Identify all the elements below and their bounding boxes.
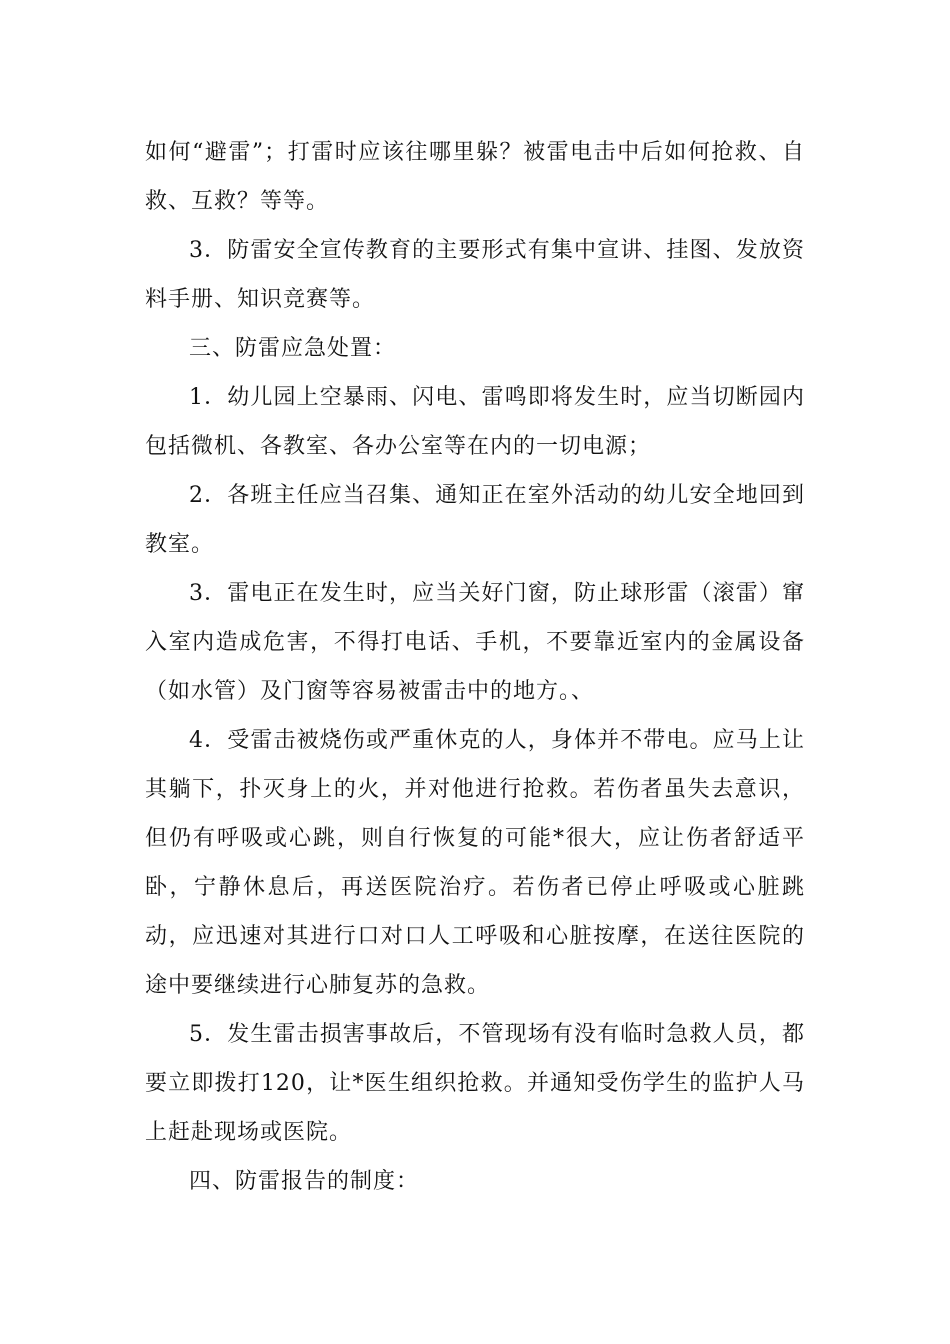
paragraph-item-3-close-windows: 3．雷电正在发生时，应当关好门窗，防止球形雷（滚雷）窜入室内造成危害，不得打电话、手机，不要靠近室内的金属设备（如水管）及门窗等容易被雷击中的地方。、 (145, 581, 805, 704)
paragraph-item-4-first-aid: 4．受雷击被烧伤或严重休克的人，身体并不带电。应马上让其躺下，扑灭身上的火，并对他进行抢救。若伤者虽失去意识，但仍有呼吸或心跳，则自行恢复的可能*很大，应让伤者舒适平卧，宁静休息后，再送医院治疗。若伤者已停止呼吸或心脏跳动，应迅速对其进行口对口人工呼吸和心脏按摩，在送往医院的途中要继续进行心肺复苏的急救。 (145, 728, 805, 998)
paragraph-item-5-call-120: 5．发生雷击损害事故后，不管现场有没有临时急救人员，都要立即拨打120，让*医生组织抢救。并通知受伤学生的监护人马上赶赴现场或医院。 (145, 1022, 805, 1145)
section-heading-emergency: 三、防雷应急处置： (189, 336, 397, 361)
paragraph-continuation: 如何“避雷”；打雷时应该往哪里躲？被雷电击中后如何抢救、自救、互救？等等。 (145, 140, 805, 214)
paragraph-item-3-education-forms: 3．防雷安全宣传教育的主要形式有集中宣讲、挂图、发放资料手册、知识竞赛等。 (145, 238, 805, 312)
paragraph-item-1-power-off: 1．幼儿园上空暴雨、闪电、雷鸣即将发生时，应当切断园内包括微机、各教室、各办公室等在内的一切电源； (145, 385, 805, 459)
document-body (145, 128, 805, 1206)
paragraph-item-2-return-classroom: 2．各班主任应当召集、通知正在室外活动的幼儿安全地回到教室。 (145, 483, 805, 557)
section-heading-report: 四、防雷报告的制度： (189, 1169, 420, 1194)
